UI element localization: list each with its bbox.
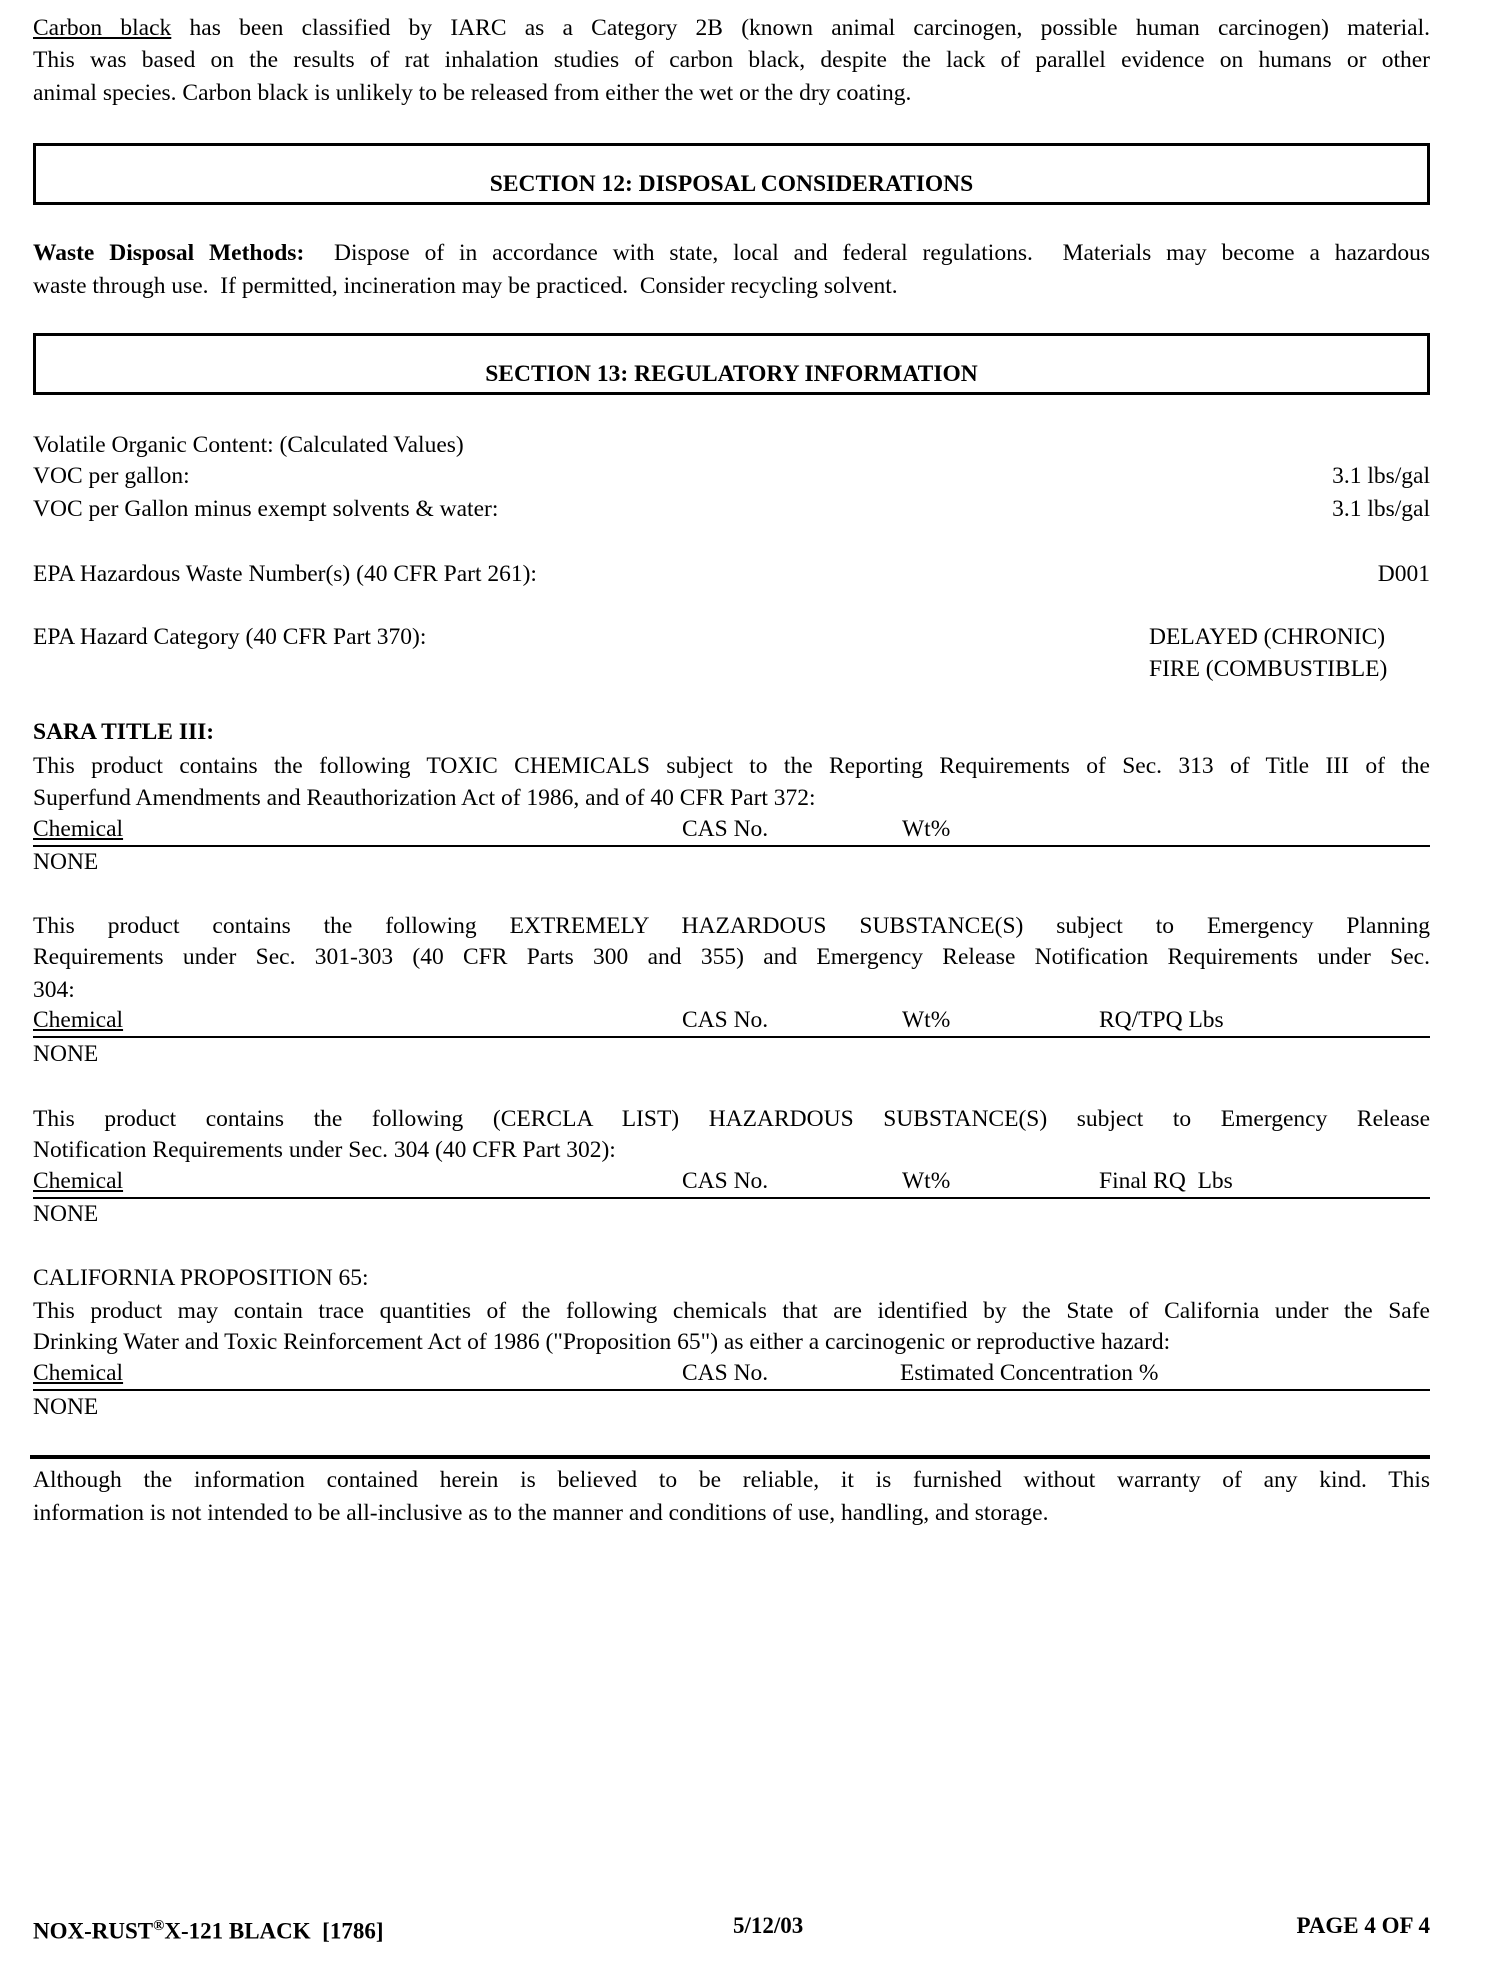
section-12-header: SECTION 12: DISPOSAL CONSIDERATIONS (33, 143, 1430, 205)
footer-date: 5/12/03 (733, 1913, 804, 1938)
prop65-text: This product may contain trace quantities of the following chemicals that are identified by the State of California under the Safe (33, 1298, 1430, 1324)
ehs-text: Requirements under Sec. 301-303 (40 CFR Parts 300 and 355) and Emergency Release Notification Requirements under Sec. (33, 944, 1430, 970)
intro-line: Carbon black has been classified by IARC as a Category 2B (known animal carcinogen, possible human carcinogen) material. (33, 15, 1430, 41)
prop65-text: Drinking Water and Toxic Reinforcement Act of 1986 ("Proposition 65") as either a carcinogenic or reproductive hazard: (33, 1329, 1171, 1355)
cercla-value: NONE (33, 1201, 99, 1227)
section-13-header: SECTION 13: REGULATORY INFORMATION (33, 333, 1430, 395)
toxic-table-header: Chemical CAS No. Wt% (33, 813, 1430, 847)
epa-waste-row: EPA Hazardous Waste Number(s) (40 CFR Part 261): D001 (33, 561, 1430, 587)
prop65-table-header: Chemical CAS No. Estimated Concentration % (33, 1357, 1430, 1391)
toxic-value: NONE (33, 849, 99, 875)
toxic-text: This product contains the following TOXIC CHEMICALS subject to the Reporting Requirements of Sec. 313 of Title III of the (33, 753, 1430, 779)
disclaimer: information is not intended to be all-inclusive as to the manner and conditions of use, handling, and storage. (33, 1500, 1049, 1526)
prop65-heading: CALIFORNIA PROPOSITION 65: (33, 1265, 369, 1291)
section-divider (30, 1455, 1430, 1459)
epa-hazard-row: EPA Hazard Category (40 CFR Part 370): DELAYED (CHRONIC) (33, 624, 1386, 650)
voc-heading: Volatile Organic Content: (Calculated Values) (33, 432, 464, 458)
footer-page-number: PAGE 4 OF 4 (1296, 1913, 1430, 1938)
voc-exempt-row: VOC per Gallon minus exempt solvents & water: 3.1 lbs/gal (33, 496, 1430, 522)
intro-line: animal species. Carbon black is unlikely to be released from either the wet or the dry coating. (33, 80, 912, 106)
ehs-table-header: Chemical CAS No. Wt% RQ/TPQ Lbs (33, 1004, 1430, 1038)
cercla-text: This product contains the following (CERCLA LIST) HAZARDOUS SUBSTANCE(S) subject to Emergency Release (33, 1106, 1430, 1132)
ehs-text: This product contains the following EXTREMELY HAZARDOUS SUBSTANCE(S) subject to Emergency Planning (33, 913, 1430, 939)
voc-per-gallon-row: VOC per gallon: 3.1 lbs/gal (33, 463, 1430, 489)
prop65-value: NONE (33, 1394, 99, 1420)
waste-disposal-line: Waste Disposal Methods: Dispose of in accordance with state, local and federal regulations. Materials may become a hazardous (33, 240, 1430, 266)
carbon-black-term: Carbon black (33, 15, 172, 41)
toxic-text: Superfund Amendments and Reauthorization Act of 1986, and of 40 CFR Part 372: (33, 785, 816, 811)
cercla-text: Notification Requirements under Sec. 304 (40 CFR Part 302): (33, 1137, 616, 1163)
cercla-table-header: Chemical CAS No. Wt% Final RQ Lbs (33, 1165, 1430, 1199)
disclaimer: Although the information contained herein is believed to be reliable, it is furnished without warranty of any kind. This (33, 1467, 1430, 1493)
sara-title: SARA TITLE III: (33, 719, 215, 745)
waste-disposal-line: waste through use. If permitted, incineration may be practiced. Consider recycling solvent. (33, 273, 898, 299)
ehs-text: 304: (33, 977, 75, 1003)
ehs-value: NONE (33, 1041, 99, 1067)
footer-product: NOX-RUST®X-121 BLACK [1786] (33, 1918, 384, 1944)
epa-hazard-row: FIRE (COMBUSTIBLE) (1149, 656, 1388, 682)
intro-line: This was based on the results of rat inhalation studies of carbon black, despite the lack of parallel evidence on humans or other (33, 47, 1430, 73)
